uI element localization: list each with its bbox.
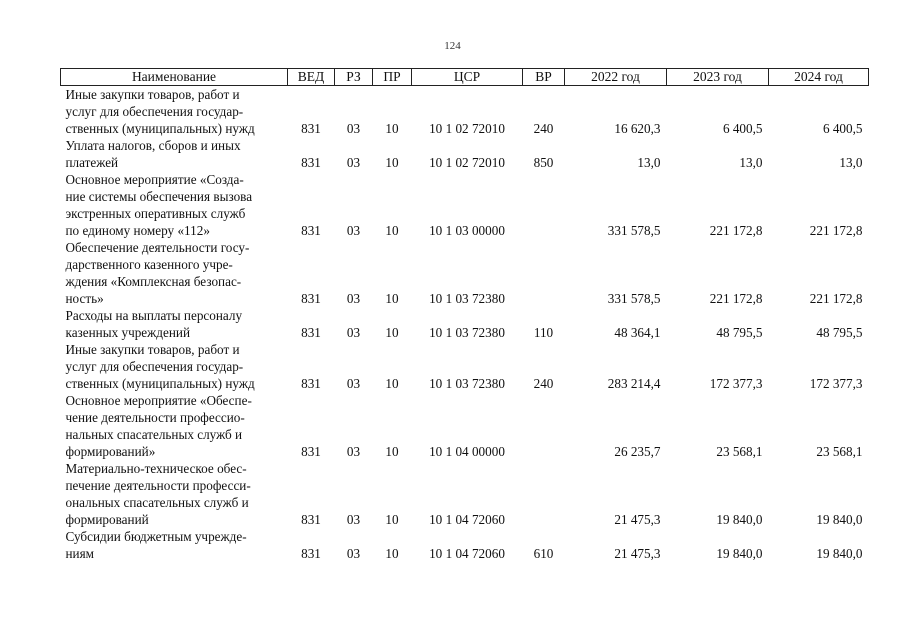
- row-name-line: Иные закупки товаров, работ и: [65, 342, 240, 357]
- row-2022: 331 578,5: [607, 291, 661, 306]
- row-2023: 19 840,0: [716, 546, 763, 561]
- row-2022: 48 364,1: [614, 325, 661, 340]
- row-rz: 03: [346, 223, 361, 238]
- table-header: [61, 69, 869, 86]
- row-2024: 19 840,0: [816, 546, 863, 561]
- row-ved: 831: [301, 376, 321, 391]
- row-csr: 10 1 02 72010: [429, 121, 505, 136]
- row-name-line: формирований: [65, 512, 149, 527]
- row-ved: 831: [301, 546, 321, 561]
- row-csr: 10 1 03 00000: [429, 223, 505, 238]
- row-ved: 831: [301, 155, 321, 170]
- row-ved: 831: [301, 121, 321, 136]
- page-number: 124: [444, 40, 461, 52]
- table-row: [61, 460, 869, 528]
- row-2023: 13,0: [739, 155, 763, 170]
- row-2024: 172 377,3: [809, 376, 863, 391]
- row-name-line: дарственного казенного учре-: [65, 257, 233, 272]
- row-name: [61, 392, 288, 460]
- row-name-line: по единому номеру «112»: [65, 223, 210, 238]
- header-pr: ПР: [373, 69, 412, 86]
- row-vr: [523, 239, 565, 307]
- row-2024: 6 400,5: [822, 121, 863, 136]
- row-2024: 13,0: [839, 155, 863, 170]
- row-vr: 240: [533, 376, 554, 391]
- row-ved: 831: [301, 223, 321, 238]
- row-2023: 19 840,0: [716, 512, 763, 527]
- row-name-line: ниям: [65, 546, 95, 561]
- row-2022: 21 475,3: [614, 512, 661, 527]
- row-vr: 610: [533, 546, 554, 561]
- row-2023: 221 172,8: [709, 223, 763, 238]
- row-name-line: экстренных оперативных служб: [65, 206, 246, 221]
- row-name-line: услуг для обеспечения государ-: [65, 104, 244, 119]
- row-ved: 831: [301, 444, 321, 459]
- row-name-line: Уплата налогов, сборов и иных: [65, 138, 241, 153]
- row-name-line: казенных учреждений: [65, 325, 191, 340]
- row-2022: 26 235,7: [614, 444, 661, 459]
- row-2024: 19 840,0: [816, 512, 863, 527]
- row-2024: 221 172,8: [809, 223, 863, 238]
- row-name-line: формирований»: [65, 444, 156, 459]
- table-row: [61, 341, 869, 392]
- row-csr: 10 1 04 72060: [429, 512, 505, 527]
- row-rz: 03: [346, 155, 361, 170]
- row-ved: 831: [301, 291, 321, 306]
- budget-table: [60, 68, 869, 562]
- header-2023: 2023 год: [667, 69, 769, 86]
- row-2022: 283 214,4: [607, 376, 661, 391]
- row-pr: 10: [385, 512, 399, 527]
- row-name-line: платежей: [65, 155, 119, 170]
- row-vr: [523, 171, 565, 239]
- row-rz: 03: [346, 291, 361, 306]
- row-name-line: Обеспечение деятельности госу-: [65, 240, 250, 255]
- table-row: [61, 86, 869, 138]
- row-pr: 10: [385, 155, 399, 170]
- row-rz: 03: [346, 444, 361, 459]
- row-name-line: ственных (муниципальных) нужд: [65, 376, 255, 391]
- row-2022: 16 620,3: [614, 121, 661, 136]
- table-row: [61, 392, 869, 460]
- row-vr: [523, 460, 565, 528]
- row-pr: 10: [385, 325, 399, 340]
- row-name-line: Основное мероприятие «Обеспе-: [65, 393, 252, 408]
- row-csr: 10 1 03 72380: [429, 376, 505, 391]
- row-name: [61, 239, 288, 307]
- row-rz: 03: [346, 325, 361, 340]
- row-name-line: ние системы обеспечения вызова: [65, 189, 253, 204]
- header-rz: РЗ: [335, 69, 373, 86]
- row-pr: 10: [385, 291, 399, 306]
- table-row: [61, 307, 869, 341]
- row-name-line: Основное мероприятие «Созда-: [65, 172, 244, 187]
- row-csr: 10 1 03 72380: [429, 291, 505, 306]
- header-2022: 2022 год: [565, 69, 667, 86]
- row-name: [61, 137, 288, 171]
- row-name-line: ональных спасательных служб и: [65, 495, 249, 510]
- row-ved: 831: [301, 512, 321, 527]
- header-vr: ВР: [523, 69, 565, 86]
- table-row: [61, 528, 869, 562]
- row-pr: 10: [385, 444, 399, 459]
- row-2024: 23 568,1: [816, 444, 863, 459]
- row-name-line: нальных спасательных служб и: [65, 427, 243, 442]
- row-csr: 10 1 04 00000: [429, 444, 505, 459]
- table-row: [61, 137, 869, 171]
- row-name: [61, 341, 288, 392]
- row-rz: 03: [346, 546, 361, 561]
- row-ved: 831: [301, 325, 321, 340]
- table-body: [61, 86, 869, 563]
- row-name-line: печение деятельности професси-: [65, 478, 251, 493]
- row-rz: 03: [346, 121, 361, 136]
- row-2023: 172 377,3: [709, 376, 763, 391]
- header-ved: ВЕД: [288, 69, 335, 86]
- row-name-line: ственных (муниципальных) нужд: [65, 121, 255, 136]
- row-2023: 6 400,5: [722, 121, 763, 136]
- row-2022: 13,0: [637, 155, 661, 170]
- row-name-line: Материально-техническое обес-: [65, 461, 247, 476]
- row-rz: 03: [346, 512, 361, 527]
- row-name: [61, 528, 288, 562]
- header-csr: ЦСР: [412, 69, 523, 86]
- row-2024: 221 172,8: [809, 291, 863, 306]
- row-2022: 331 578,5: [607, 223, 661, 238]
- row-vr: [523, 392, 565, 460]
- row-vr: 110: [533, 325, 554, 340]
- row-name-line: Расходы на выплаты персоналу: [65, 308, 243, 323]
- row-name: [61, 171, 288, 239]
- row-pr: 10: [385, 223, 399, 238]
- row-vr: 240: [533, 121, 554, 136]
- header-name: Наименование: [61, 69, 288, 86]
- table-row: [61, 239, 869, 307]
- row-pr: 10: [385, 121, 399, 136]
- row-2023: 23 568,1: [716, 444, 763, 459]
- row-name: [61, 460, 288, 528]
- row-csr: 10 1 03 72380: [429, 325, 505, 340]
- row-pr: 10: [385, 376, 399, 391]
- row-2023: 48 795,5: [716, 325, 763, 340]
- row-name-line: услуг для обеспечения государ-: [65, 359, 244, 374]
- row-name: [61, 86, 288, 138]
- row-csr: 10 1 04 72060: [429, 546, 505, 561]
- row-pr: 10: [385, 546, 399, 561]
- row-vr: 850: [533, 155, 554, 170]
- row-2024: 48 795,5: [816, 325, 863, 340]
- row-name-line: ность»: [65, 291, 104, 306]
- row-2022: 21 475,3: [614, 546, 661, 561]
- row-name-line: Иные закупки товаров, работ и: [65, 87, 240, 102]
- row-name: [61, 307, 288, 341]
- table-row: [61, 171, 869, 239]
- row-2023: 221 172,8: [709, 291, 763, 306]
- row-name-line: Субсидии бюджетным учрежде-: [65, 529, 247, 544]
- row-name-line: ждения «Комплексная безопас-: [65, 274, 242, 289]
- header-row: [61, 69, 869, 86]
- row-csr: 10 1 02 72010: [429, 155, 505, 170]
- row-name-line: чение деятельности профессио-: [65, 410, 245, 425]
- header-2024: 2024 год: [769, 69, 869, 86]
- row-rz: 03: [346, 376, 361, 391]
